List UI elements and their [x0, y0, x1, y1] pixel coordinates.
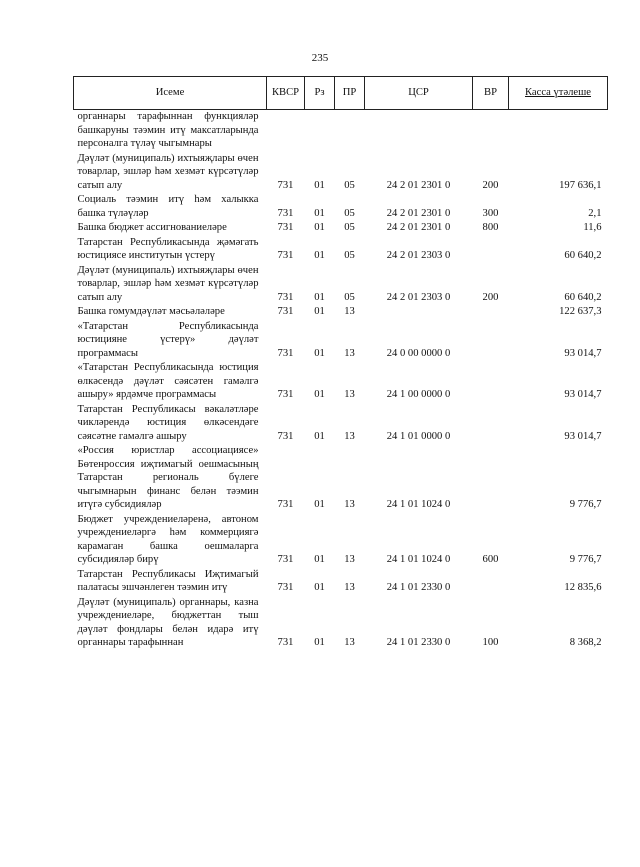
cell-kvsr: 731 [277, 207, 294, 219]
table-row [74, 320, 608, 362]
cell-csr: 24 2 01 2301 0 [386, 207, 451, 219]
cell-rz: 01 [314, 554, 325, 565]
cell-name: Татарстан Республикасы вәкаләтләре чикләрендә юстиция өлкәсендәге сәясәтне гамәлгә ашыру [77, 403, 259, 442]
cell-pr: 05 [344, 291, 355, 303]
cell-rz: 01 [314, 499, 325, 510]
cell-vr [473, 305, 509, 320]
cell-amount: 9 776,7 [569, 499, 602, 510]
table-row [74, 596, 608, 651]
cell-csr: 24 0 00 0000 0 [386, 347, 451, 359]
cell-amount: 122 637,3 [559, 306, 602, 317]
cell-vr: 600 [482, 554, 499, 565]
cell-pr: 05 [344, 207, 355, 219]
table-body [74, 110, 608, 651]
cell-rz: 01 [314, 637, 325, 648]
cell-csr [365, 305, 473, 320]
cell-vr: 800 [482, 222, 499, 233]
cell-csr: 24 1 01 1024 0 [386, 554, 451, 565]
table-row [74, 513, 608, 568]
cell-kvsr: 731 [277, 291, 294, 303]
cell-amount: 93 014,7 [564, 389, 602, 400]
cell-pr: 13 [344, 306, 355, 317]
cell-rz: 01 [314, 389, 325, 400]
cell-csr: 24 1 01 0000 0 [386, 430, 451, 442]
cell-rz: 01 [314, 222, 325, 233]
cell-rz: 01 [314, 306, 325, 317]
header-pr: ПР [335, 77, 365, 110]
cell-kvsr [267, 110, 305, 152]
cell-csr: 24 2 01 2301 0 [386, 222, 451, 233]
cell-csr: 24 1 01 2330 0 [386, 637, 451, 648]
cell-amount: 93 014,7 [564, 430, 602, 442]
cell-pr: 13 [344, 499, 355, 510]
table-row [74, 264, 608, 306]
cell-vr: 300 [482, 207, 499, 219]
cell-pr: 13 [344, 347, 355, 359]
cell-name: Бюджет учреждениеләренә, автоном учреждениеләргә һәм коммерциягә карамаган башка оешмаларга субсидияләр бирү [77, 513, 259, 565]
page-number: 235 [311, 52, 329, 64]
cell-rz: 01 [314, 291, 325, 303]
cell-kvsr: 731 [277, 554, 294, 565]
cell-name: Татарстан Республикасында җәмәгать юстициясе институтын үстерү [77, 236, 259, 261]
cell-rz: 01 [314, 250, 325, 261]
cell-pr [335, 110, 365, 152]
cell-name: Дәүләт (муниципаль) ихтыяҗлары өчен товарлар, эшләр һәм хезмәт күрсәтүләр сатып алу [77, 152, 259, 191]
table-row [74, 236, 608, 264]
cell-pr: 13 [344, 430, 355, 442]
table-row [74, 568, 608, 596]
cell-rz: 01 [314, 430, 325, 442]
cell-amount: 2,1 [588, 207, 602, 219]
cell-amount: 9 776,7 [569, 554, 602, 565]
cell-pr: 05 [344, 250, 355, 261]
table-row [74, 152, 608, 194]
cell-csr: 24 1 01 1024 0 [386, 499, 451, 510]
cell-amount: 197 636,1 [559, 179, 602, 191]
cell-name: «Россия юристлар ассоциациясе» Бөтенроссия иҗтимагый оешмасының Татарстан региональ бүлеге чыгымнарын финанс белән тәэмин итүгә субсидияләр [77, 445, 259, 510]
cell-csr: 24 1 00 0000 0 [386, 389, 451, 400]
cell-vr [473, 110, 509, 152]
cell-rz: 01 [314, 179, 325, 191]
header-name: Исеме [74, 77, 267, 110]
cell-rz [305, 110, 335, 152]
table-row [74, 403, 608, 445]
cell-kvsr: 731 [277, 347, 294, 359]
cell-rz: 01 [314, 347, 325, 359]
cell-kvsr: 731 [277, 430, 294, 442]
header-kvsr: КВСР [267, 77, 305, 110]
cell-amount: 8 368,2 [569, 637, 602, 648]
cell-pr: 05 [344, 179, 355, 191]
cell-csr: 24 1 01 2330 0 [386, 582, 451, 593]
cell-name: «Татарстан Республикасында юстицияне үстерү» дәүләт программасы [77, 320, 259, 359]
cell-vr [473, 568, 509, 596]
cell-name: Дәүләт (муниципаль) ихтыяҗлары өчен товарлар, эшләр һәм хезмәт күрсәтүләр сатып алу [77, 264, 259, 303]
cell-amount: 60 640,2 [564, 250, 602, 261]
table-header [74, 77, 608, 110]
cell-rz: 01 [314, 582, 325, 593]
cell-csr: 24 2 01 2303 0 [386, 291, 451, 303]
cell-amount: 60 640,2 [564, 291, 602, 303]
cell-vr [473, 444, 509, 513]
cell-kvsr: 731 [277, 389, 294, 400]
cell-pr: 05 [344, 222, 355, 233]
cell-rz: 01 [314, 207, 325, 219]
cell-vr [473, 361, 509, 403]
cell-kvsr: 731 [277, 637, 294, 648]
cell-name: Татарстан Республикасы Иҗтимагый палатасы эшчәнлеген тәэмин итү [77, 568, 259, 593]
cell-name: «Татарстан Республикасында юстиция өлкәсендә дәүләт сәясәтен гамәлгә ашыру» ярдәмче программасы [77, 362, 259, 400]
budget-table [73, 76, 608, 651]
cell-kvsr: 731 [277, 499, 294, 510]
cell-name: Башка гомумдәүләт мәсьәләләре [77, 306, 225, 317]
cell-pr: 13 [344, 582, 355, 593]
header-csr: ЦСР [365, 77, 473, 110]
cell-name: органнары тарафыннан функцияләр башкаруны тәэмин итү максатларында персоналга түләү чыгымнары [77, 111, 259, 149]
cell-amount: 93 014,7 [564, 347, 602, 359]
header-vr: ВР [473, 77, 509, 110]
cell-csr [365, 110, 473, 152]
header-rz: Рз [305, 77, 335, 110]
table-row [74, 444, 608, 513]
cell-vr [473, 403, 509, 445]
table-row [74, 193, 608, 221]
cell-pr: 13 [344, 637, 355, 648]
cell-name: Башка бюджет ассигнованиеләре [77, 222, 227, 233]
cell-vr: 200 [482, 291, 499, 303]
table-row [74, 221, 608, 236]
table-row [74, 361, 608, 403]
cell-csr: 24 2 01 2303 0 [386, 250, 451, 261]
header-kassa: Касса үтәлеше [509, 77, 608, 110]
cell-kvsr: 731 [277, 582, 294, 593]
cell-name: Дәүләт (муниципаль) органнары, казна учреждениеләре, бюджеттан тыш дәүләт фондлары белән идарә итү органнары тарафыннан [77, 596, 259, 648]
cell-amount: 11,6 [583, 222, 602, 233]
cell-vr: 200 [482, 179, 499, 191]
cell-vr [473, 236, 509, 264]
cell-kvsr: 731 [277, 179, 294, 191]
cell-pr: 13 [344, 554, 355, 565]
cell-kvsr: 731 [277, 222, 294, 233]
cell-pr: 13 [344, 389, 355, 400]
cell-kvsr: 731 [277, 306, 294, 317]
cell-amount [509, 110, 608, 152]
cell-vr: 100 [482, 637, 499, 648]
table-row [74, 305, 608, 320]
cell-name: Социаль тәэмин итү һәм халыкка башка түләүләр [77, 194, 259, 219]
cell-csr: 24 2 01 2301 0 [386, 179, 451, 191]
cell-kvsr: 731 [277, 250, 294, 261]
table-row [74, 110, 608, 152]
cell-vr [473, 320, 509, 362]
cell-amount: 12 835,6 [564, 582, 602, 593]
